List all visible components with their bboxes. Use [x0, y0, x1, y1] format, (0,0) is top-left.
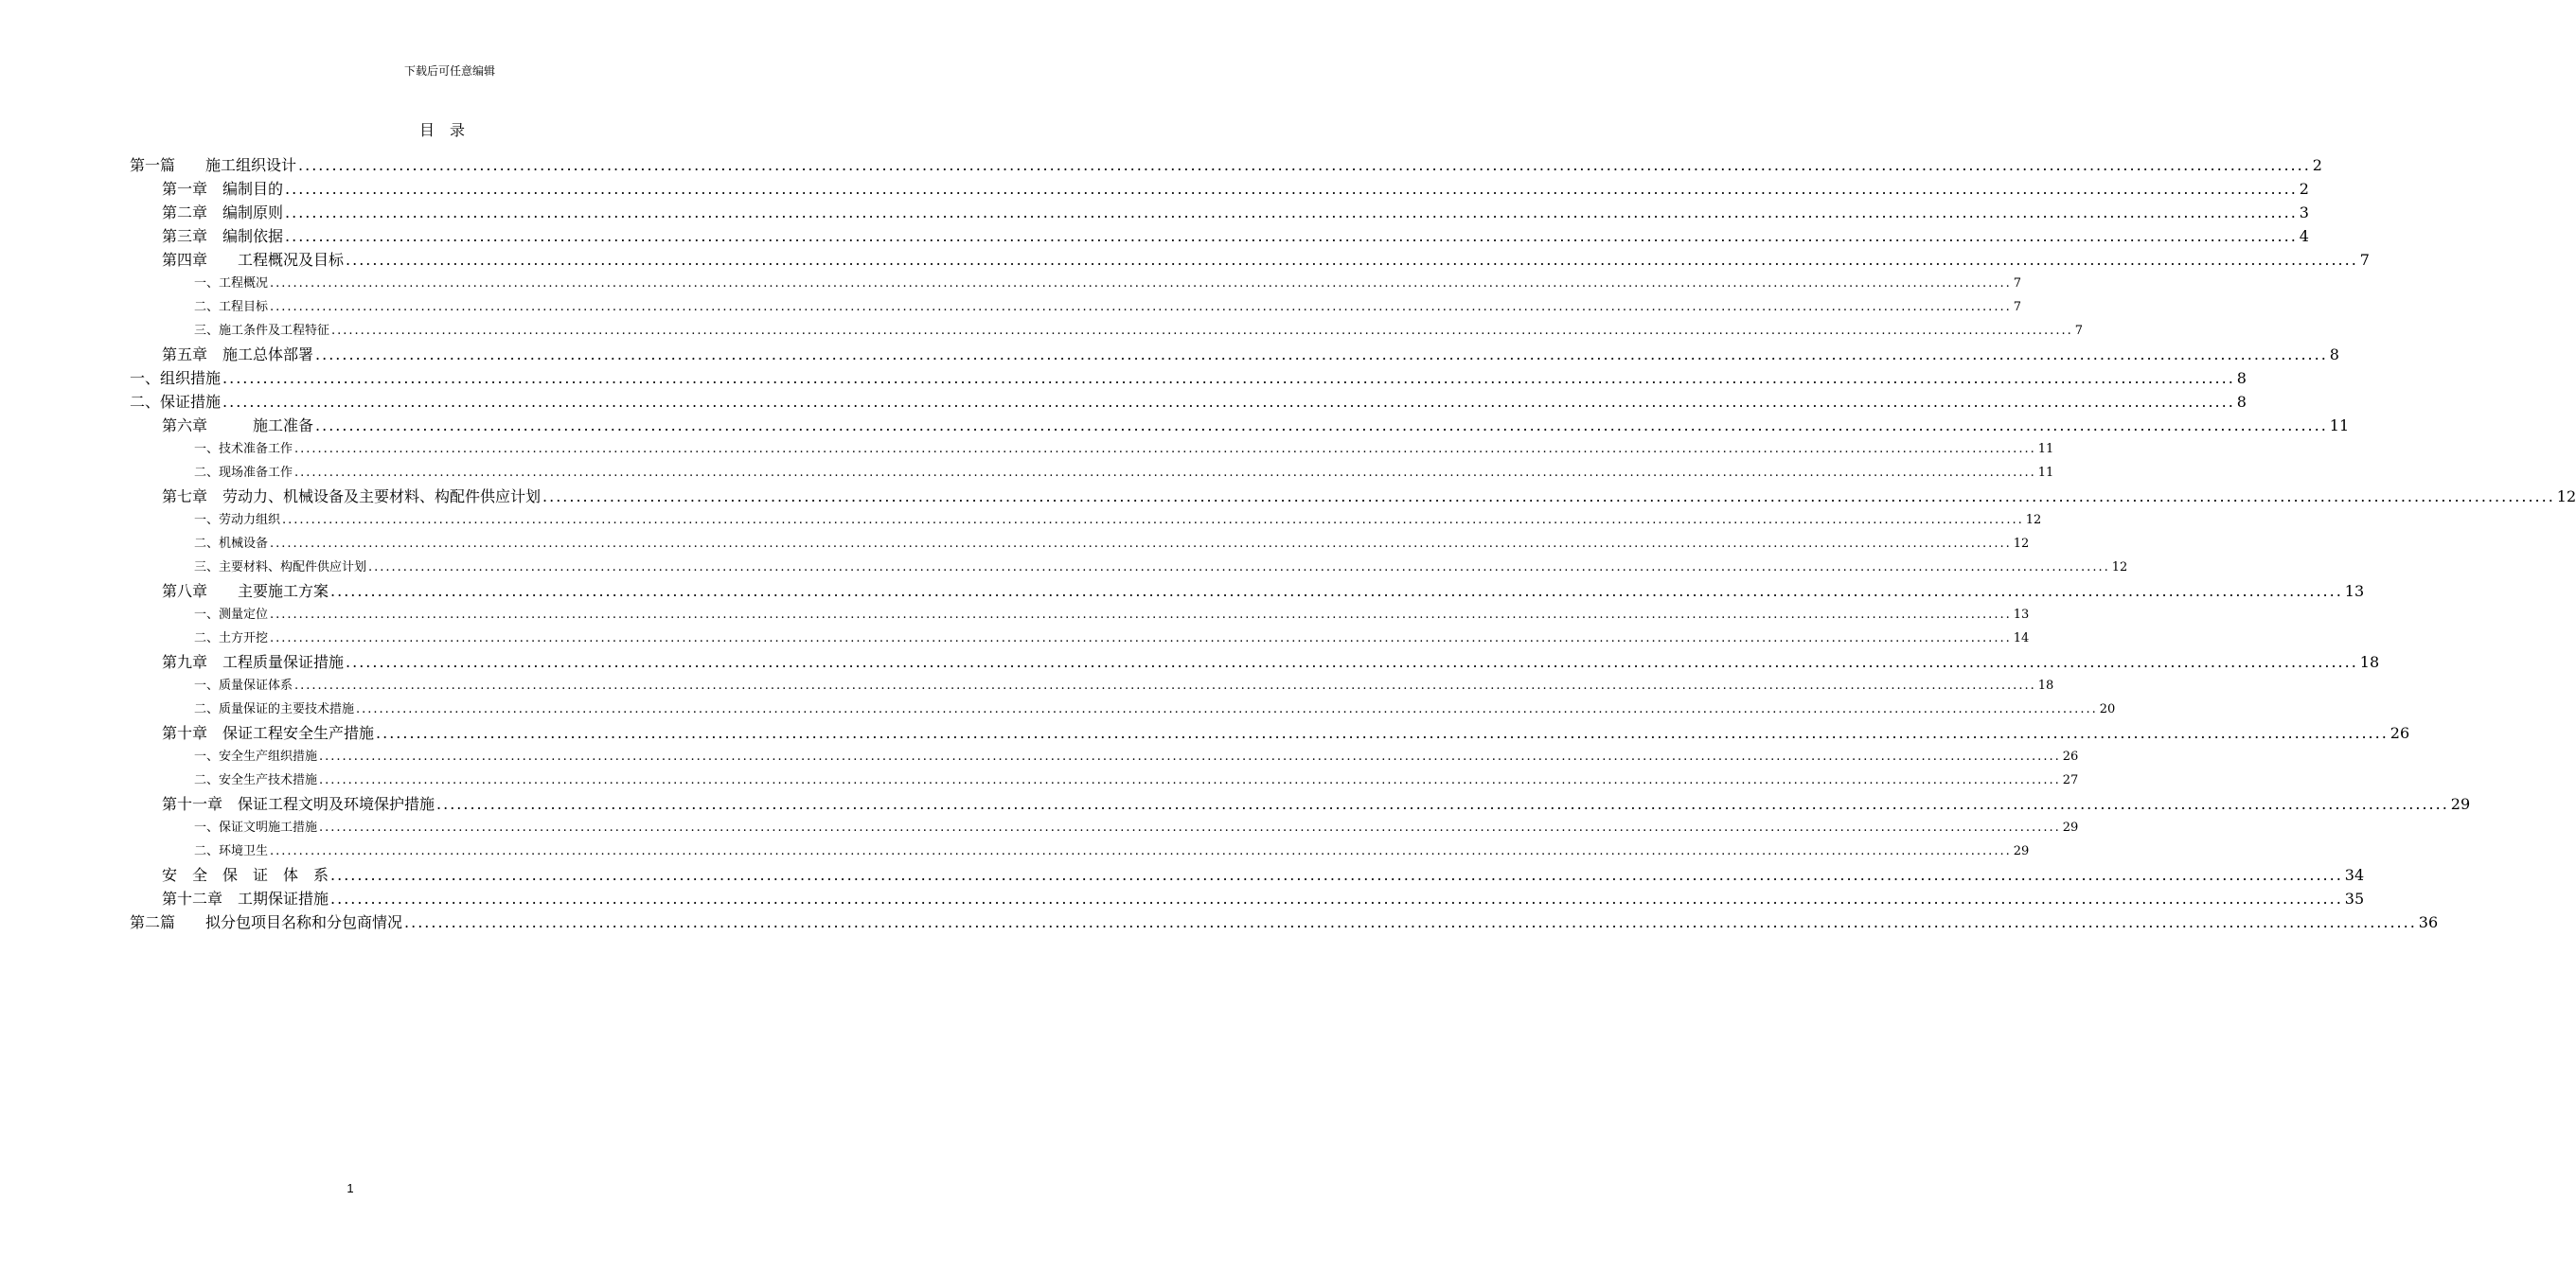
- toc-entry[interactable]: [194, 816, 2079, 839]
- toc-entry-page: 11: [2037, 466, 2054, 480]
- toc-leader-dots: ............................................................................................................................................................................................................................................................................................................: [222, 393, 2235, 411]
- toc-entry-label: 二、质量保证的主要技术措施: [194, 702, 355, 716]
- toc-entry-label: 第四章 工程概况及目标: [162, 251, 345, 269]
- toc-entry-page: 29: [2062, 821, 2079, 835]
- toc-entry-label: 一、工程概况: [194, 276, 269, 291]
- toc-entry-page: 26: [2062, 750, 2079, 764]
- toc-leader-dots: ............................................................................................................................................................................................................................................................................................................: [542, 487, 2555, 505]
- toc-entry-label: 第五章 施工总体部署: [162, 345, 314, 363]
- toc-entry-label: 二、土方开挖: [194, 631, 269, 645]
- toc-entry-page: 27: [2062, 773, 2079, 787]
- toc-leader-dots: ............................................................................................................................................................................................................................................................................................................: [222, 369, 2235, 387]
- toc-entry-label: 一、技术准备工作: [194, 442, 293, 456]
- toc-entry-label: 安 全 保 证 体 系: [162, 866, 329, 884]
- toc-entry[interactable]: [162, 343, 2339, 366]
- toc-entry[interactable]: [194, 839, 2030, 863]
- toc-entry[interactable]: [194, 532, 2030, 556]
- toc-entry-page: 14: [2013, 631, 2030, 645]
- toc-entry-page: 4: [2299, 227, 2309, 245]
- toc-leader-dots: ............................................................................................................................................................................................................................................................................................................: [270, 631, 2012, 645]
- toc-entry[interactable]: [130, 366, 2247, 390]
- toc-leader-dots: ............................................................................................................................................................................................................................................................................................................: [298, 156, 2311, 174]
- toc-entry-label: 二、保证措施: [130, 393, 222, 411]
- toc-entry[interactable]: [130, 153, 2322, 177]
- toc-entry-page: 7: [2013, 300, 2021, 314]
- toc-leader-dots: ............................................................................................................................................................................................................................................................................................................: [346, 251, 2358, 269]
- toc-title: 目录: [418, 121, 480, 139]
- toc-entry-page: 7: [2013, 276, 2021, 291]
- toc-leader-dots: ............................................................................................................................................................................................................................................................................................................: [368, 560, 2110, 574]
- toc-entry[interactable]: [194, 319, 2083, 343]
- toc-entry-page: 20: [2099, 702, 2116, 716]
- toc-leader-dots: ............................................................................................................................................................................................................................................................................................................: [436, 795, 2449, 813]
- toc-leader-dots: ............................................................................................................................................................................................................................................................................................................: [330, 890, 2343, 908]
- toc-leader-dots: ............................................................................................................................................................................................................................................................................................................: [404, 913, 2417, 931]
- toc-entry-label: 二、工程目标: [194, 300, 269, 314]
- toc-entry[interactable]: [194, 461, 2054, 485]
- toc-leader-dots: ............................................................................................................................................................................................................................................................................................................: [294, 442, 2036, 456]
- toc-leader-dots: ............................................................................................................................................................................................................................................................................................................: [285, 203, 2298, 221]
- toc-entry-label: 一、安全生产组织措施: [194, 750, 318, 764]
- toc-entry-label: 第二章 编制原则: [162, 203, 284, 221]
- toc-entry-page: 8: [2329, 345, 2339, 363]
- toc-entry-page: 29: [2013, 844, 2030, 858]
- toc-entry-page: 12: [2111, 560, 2128, 574]
- toc-entry-page: 34: [2344, 866, 2365, 884]
- toc-entry[interactable]: [162, 792, 2471, 816]
- toc-entry-page: 26: [2389, 724, 2410, 742]
- toc-entry[interactable]: [162, 485, 2576, 508]
- toc-entry-label: 第一章 编制目的: [162, 180, 284, 198]
- toc-entry[interactable]: [194, 603, 2030, 627]
- toc-entry[interactable]: [162, 201, 2309, 224]
- toc-leader-dots: ............................................................................................................................................................................................................................................................................................................: [376, 724, 2389, 742]
- toc-entry[interactable]: [130, 910, 2439, 934]
- toc-entry[interactable]: [162, 248, 2370, 272]
- page-header: 下载后可任意编辑: [403, 64, 495, 78]
- toc-leader-dots: ............................................................................................................................................................................................................................................................................................................: [356, 702, 2098, 716]
- toc-entry-page: 8: [2236, 393, 2247, 411]
- toc-leader-dots: ............................................................................................................................................................................................................................................................................................................: [346, 653, 2358, 671]
- toc-entry-label: 第二篇 拟分包项目名称和分包商情况: [130, 913, 403, 931]
- toc-leader-dots: ............................................................................................................................................................................................................................................................................................................: [285, 180, 2298, 198]
- toc-entry[interactable]: [194, 556, 2128, 579]
- toc-leader-dots: ............................................................................................................................................................................................................................................................................................................: [294, 679, 2036, 693]
- toc-entry[interactable]: [194, 437, 2054, 461]
- toc-entry[interactable]: [194, 627, 2030, 650]
- toc-leader-dots: ............................................................................................................................................................................................................................................................................................................: [319, 773, 2061, 787]
- toc-entry-page: 18: [2359, 653, 2380, 671]
- toc-entry-label: 一、测量定位: [194, 608, 269, 622]
- toc-leader-dots: ............................................................................................................................................................................................................................................................................................................: [319, 750, 2061, 764]
- toc-entry-page: 3: [2299, 203, 2309, 221]
- toc-leader-dots: ............................................................................................................................................................................................................................................................................................................: [270, 300, 2012, 314]
- toc-entry-label: 第十章 保证工程安全生产措施: [162, 724, 375, 742]
- toc-entry-label: 一、质量保证体系: [194, 679, 293, 693]
- toc-leader-dots: ............................................................................................................................................................................................................................................................................................................: [270, 276, 2012, 291]
- toc-entry-page: 35: [2344, 890, 2365, 908]
- toc-entry[interactable]: [162, 177, 2309, 201]
- toc-entry[interactable]: [194, 272, 2021, 295]
- toc-entry-label: 三、主要材料、构配件供应计划: [194, 560, 367, 574]
- toc-entry-page: 12: [2025, 513, 2042, 527]
- toc-entry-page: 36: [2418, 913, 2439, 931]
- toc-entry-page: 11: [2037, 442, 2054, 456]
- toc-entry[interactable]: [162, 224, 2309, 248]
- toc-entry[interactable]: [194, 768, 2079, 792]
- toc-entry-label: 二、环境卫生: [194, 844, 269, 858]
- toc-entry[interactable]: [162, 414, 2350, 437]
- toc-leader-dots: ............................................................................................................................................................................................................................................................................................................: [270, 608, 2012, 622]
- toc-entry-label: 二、安全生产技术措施: [194, 773, 318, 787]
- toc-entry[interactable]: [162, 887, 2365, 910]
- toc-leader-dots: ............................................................................................................................................................................................................................................................................................................: [285, 227, 2298, 245]
- toc-entry-label: 一、组织措施: [130, 369, 222, 387]
- toc-entry-label: 第六章 施工准备: [162, 416, 314, 434]
- toc-entry-page: 12: [2556, 487, 2576, 505]
- toc-entry-label: 第三章 编制依据: [162, 227, 284, 245]
- toc-leader-dots: ............................................................................................................................................................................................................................................................................................................: [330, 582, 2343, 600]
- toc-entry-label: 第九章 工程质量保证措施: [162, 653, 345, 671]
- toc-leader-dots: ............................................................................................................................................................................................................................................................................................................: [270, 537, 2012, 551]
- toc-leader-dots: ............................................................................................................................................................................................................................................................................................................: [330, 866, 2343, 884]
- toc-entry-label: 一、劳动力组织: [194, 513, 281, 527]
- toc-entry-label: 第七章 劳动力、机械设备及主要材料、构配件供应计划: [162, 487, 542, 505]
- toc-entry-page: 2: [2312, 156, 2322, 174]
- toc-entry[interactable]: [194, 674, 2054, 698]
- toc-entry[interactable]: [194, 508, 2042, 532]
- toc-entry-label: 三、施工条件及工程特征: [194, 324, 330, 338]
- toc-leader-dots: ............................................................................................................................................................................................................................................................................................................: [315, 416, 2328, 434]
- toc-leader-dots: ............................................................................................................................................................................................................................................................................................................: [319, 821, 2061, 835]
- page-number: 1: [346, 1181, 354, 1195]
- toc-entry-label: 一、保证文明施工措施: [194, 821, 318, 835]
- toc-entry[interactable]: [162, 721, 2410, 745]
- toc-entry-page: 13: [2344, 582, 2365, 600]
- toc-entry-label: 第十二章 工期保证措施: [162, 890, 329, 908]
- toc-entry-page: 13: [2013, 608, 2030, 622]
- toc-entry[interactable]: [162, 650, 2380, 674]
- toc-leader-dots: ............................................................................................................................................................................................................................................................................................................: [294, 466, 2036, 480]
- toc-entry-label: 第十一章 保证工程文明及环境保护措施: [162, 795, 435, 813]
- toc-entry[interactable]: [194, 698, 2116, 721]
- toc-entry-label: 二、机械设备: [194, 537, 269, 551]
- toc-entry-page: 2: [2299, 180, 2309, 198]
- toc-entry-page: 11: [2329, 416, 2350, 434]
- toc-entry[interactable]: [194, 295, 2021, 319]
- toc-entry-page: 29: [2450, 795, 2471, 813]
- toc-entry[interactable]: [162, 863, 2365, 887]
- toc-entry-page: 7: [2359, 251, 2370, 269]
- toc-entry-label: 第一篇 施工组织设计: [130, 156, 297, 174]
- toc-leader-dots: ............................................................................................................................................................................................................................................................................................................: [282, 513, 2024, 527]
- toc-entry-page: 18: [2037, 679, 2054, 693]
- toc-entry[interactable]: [162, 579, 2365, 603]
- toc-entry-label: 二、现场准备工作: [194, 466, 293, 480]
- toc-entry-label: 第八章 主要施工方案: [162, 582, 329, 600]
- toc-entry-page: 8: [2236, 369, 2247, 387]
- toc-entry[interactable]: [130, 390, 2247, 414]
- toc-leader-dots: ............................................................................................................................................................................................................................................................................................................: [315, 345, 2328, 363]
- toc-leader-dots: ............................................................................................................................................................................................................................................................................................................: [331, 324, 2073, 338]
- toc-entry[interactable]: [194, 745, 2079, 768]
- toc-leader-dots: ............................................................................................................................................................................................................................................................................................................: [270, 844, 2012, 858]
- toc-entry-page: 12: [2013, 537, 2030, 551]
- toc-entry-page: 7: [2074, 324, 2083, 338]
